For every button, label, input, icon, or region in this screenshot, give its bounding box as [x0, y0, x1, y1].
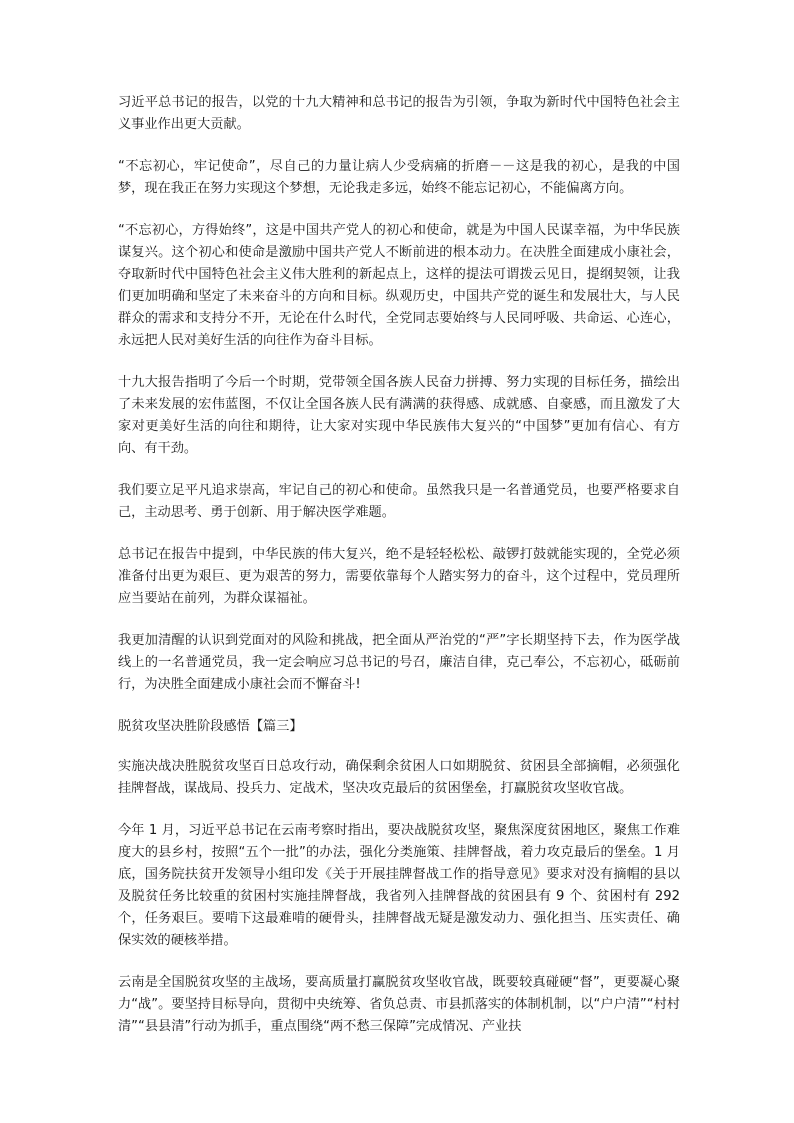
- paragraph: 今年 1 月，习近平总书记在云南考察时指出，要决战脱贫攻坚，聚焦深度贫困地区，聚焦工作难度大的县乡村，按照“五个一批”的办法，强化分类施策、挂牌督战，着力攻克最后的堡垒。1 月底，国务院扶贫开发领导小组印发《关于开展挂牌督战工作的指导意见》要求对没有摘帽的县以及脱贫任务比较重的贫困村实施挂牌督战，我省列入挂牌督战的贫困县有 9 个、贫困村有 292 个，任务艰巨。要啃下这最难啃的硬骨头，挂牌督战无疑是激发动力、强化担当、压实责任、确保实效的硬核举措。: [118, 823, 680, 948]
- paragraph: “不忘初心，方得始终”，这是中国共产党人的初心和使命，就是为中国人民谋幸福，为中华民族谋复兴。这个初心和使命是激励中国共产党人不断前进的根本动力。在决胜全面建成小康社会，夺取新时代中国特色社会主义伟大胜利的新起点上，这样的提法可谓拨云见日，提纲契领，让我们更加明确和坚定了未来奋斗的方向和目标。纵观历史，中国共产党的诞生和发展壮大，与人民群众的需求和支持分不开，无论在什么时代，全党同志要始终与人民同呼吸、共命运、心连心，永远把人民对美好生活的向往作为奋斗目标。: [118, 223, 680, 348]
- paragraph: 总书记在报告中提到，中华民族的伟大复兴，绝不是轻轻松松、敲锣打鼓就能实现的，全党必须准备付出更为艰巨、更为艰苦的努力，需要依靠每个人踏实努力的奋斗，这个过程中，党员理所应当要站在前列，为群众谋福祉。: [118, 547, 680, 606]
- section-heading: 脱贫攻坚决胜阶段感悟【篇三】: [118, 719, 303, 734]
- paragraph: 云南是全国脱贫攻坚的主战场，要高质量打赢脱贫攻坚收官战，既要较真碰硬“督”，更要凝心聚力“战”。要坚持目标导向，贯彻中央统筹、省负总责、市县抓落实的体制机制，以“户户清”“村村清”“县县清”行动为抓手，重点围绕“两不愁三保障”完成情况、产业扶: [118, 975, 680, 1034]
- paragraph: “不忘初心，牢记使命”，尽自己的力量让病人少受病痛的折磨－－这是我的初心，是我的中国梦，现在我正在努力实现这个梦想，无论我走多远，始终不能忘记初心，不能偏离方向。: [118, 159, 680, 196]
- paragraph: 十九大报告指明了今后一个时期，党带领全国各族人民奋力拼搏、努力实现的目标任务，描绘出了未来发展的宏伟蓝图，不仅让全国各族人民有满满的获得感、成就感、自豪感，而且激发了大家对更美好生活的向往和期待，让大家对实现中华民族伟大复兴的“中国梦”更加有信心、有方向、有干劲。: [118, 375, 680, 456]
- paragraph: 我更加清醒的认识到党面对的风险和挑战，把全面从严治党的“严”字长期坚持下去，作为医学战线上的一名普通党员，我一定会响应习总书记的号召，廉洁自律，克己奉公，不忘初心，砥砺前行，为决胜全面建成小康社会而不懈奋斗!: [118, 633, 680, 692]
- paragraph: 实施决战决胜脱贫攻坚百日总攻行动，确保剩余贫困人口如期脱贫、贫困县全部摘帽，必须强化挂牌督战，谋战局、投兵力、定战术，坚决攻克最后的贫困堡垒，打赢脱贫攻坚收官战。: [118, 759, 680, 796]
- paragraph: 习近平总书记的报告，以党的十九大精神和总书记的报告为引领，争取为新时代中国特色社会主义事业作出更大贡献。: [118, 95, 680, 132]
- paragraph: 我们要立足平凡追求崇高，牢记自己的初心和使命。虽然我只是一名普通党员，也要严格要求自己，主动思考、勇于创新、用于解决医学难题。: [118, 483, 680, 520]
